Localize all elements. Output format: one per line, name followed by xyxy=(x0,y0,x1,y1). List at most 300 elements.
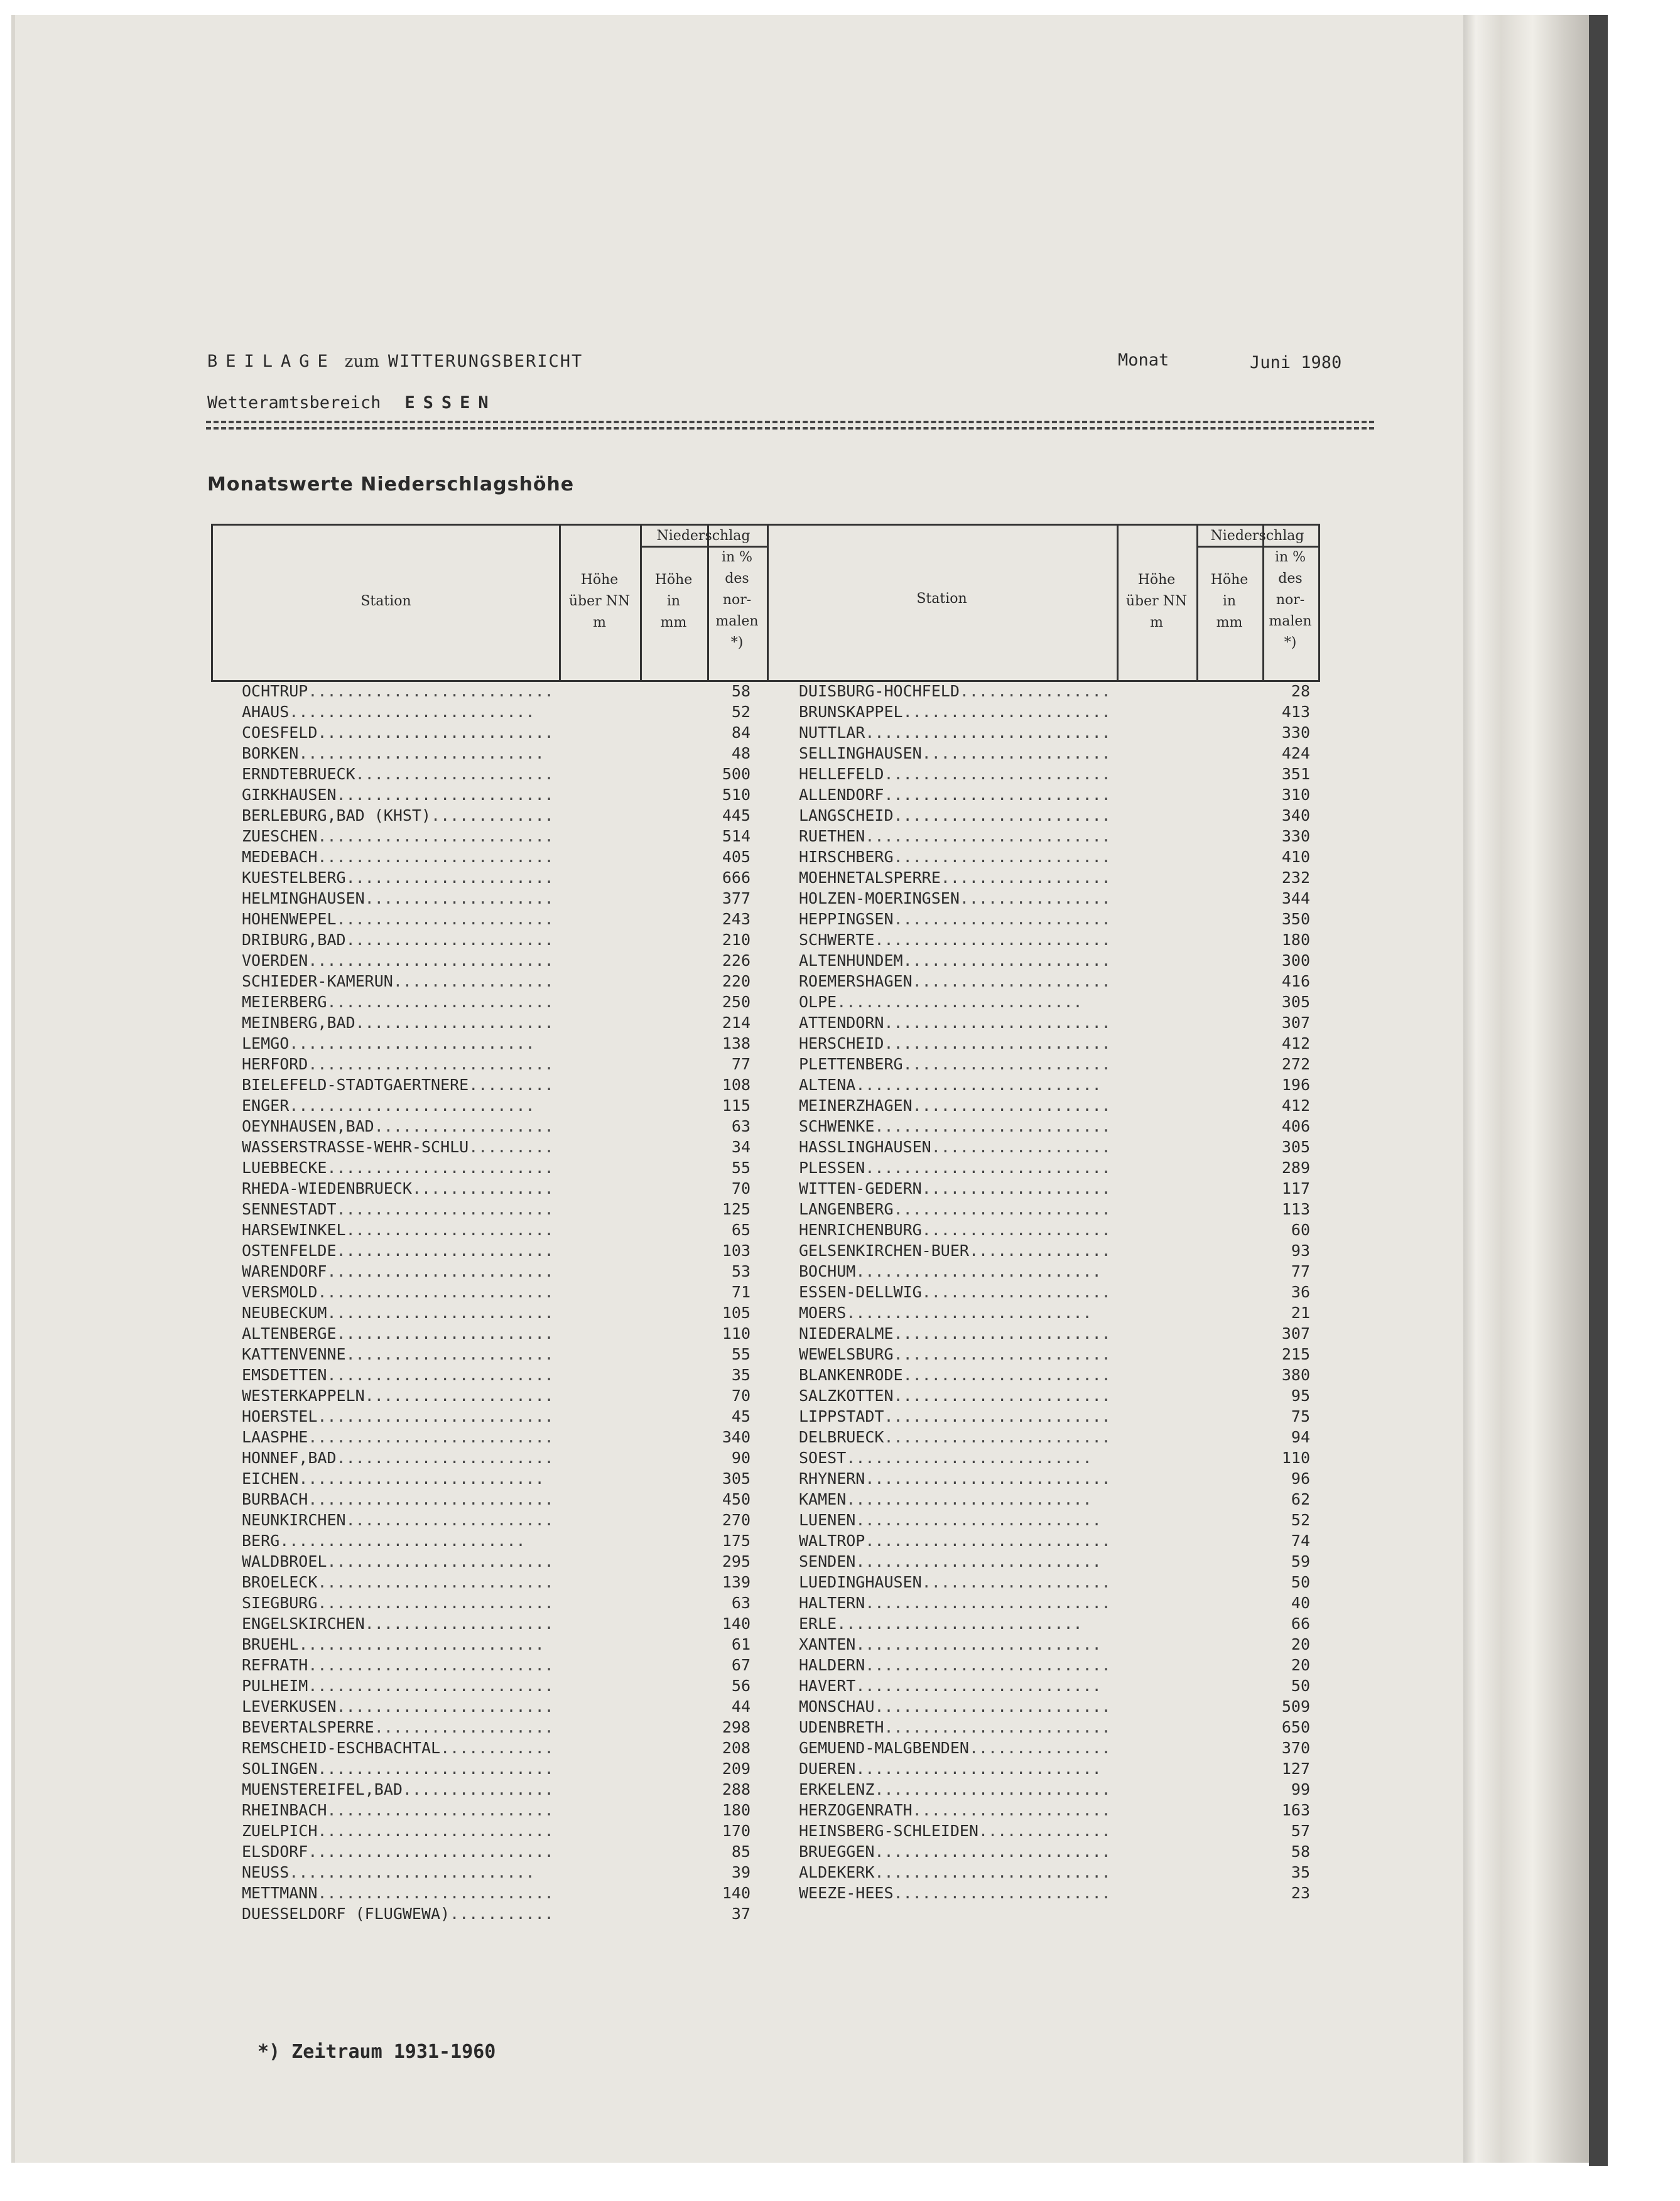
bereich-value: ESSEN xyxy=(404,393,497,413)
station-height: 209 xyxy=(722,1760,751,1778)
station-height: 350 xyxy=(1281,910,1310,928)
table-row xyxy=(242,888,769,909)
station-height: 61 xyxy=(731,1635,751,1653)
station-name: LEMGO ..... xyxy=(242,1033,535,1054)
table-row xyxy=(242,1655,769,1675)
beilage-label: BEILAGE xyxy=(207,352,336,371)
table-row xyxy=(242,1551,769,1572)
station-name: KATTENVENNE ..... xyxy=(242,1344,556,1365)
station-name: HEINSBERG-SCHLEIDEN ..... xyxy=(799,1820,1113,1841)
zum-label: zum xyxy=(344,352,379,371)
table-row xyxy=(799,1717,1326,1738)
table-row xyxy=(242,1779,769,1800)
station-name: HIRSCHBERG ..... xyxy=(799,846,1113,867)
station-height: 48 xyxy=(731,744,751,762)
table-row xyxy=(242,1800,769,1820)
station-name: ELSDORF ..... xyxy=(242,1841,554,1862)
table-row xyxy=(242,1385,769,1406)
station-name: GIRKHAUSEN ..... xyxy=(242,784,556,805)
station-name: EICHEN ..... xyxy=(242,1468,545,1489)
station-height: 28 xyxy=(1291,682,1310,700)
station-height: 514 xyxy=(722,827,751,845)
station-height: 370 xyxy=(1281,1739,1310,1757)
station-name: HELMINGHAUSEN ..... xyxy=(242,888,556,909)
header-text: m xyxy=(1150,615,1163,630)
table-row xyxy=(242,1427,769,1447)
station-height: 140 xyxy=(722,1614,751,1633)
station-name: NUTTLAR ..... xyxy=(799,722,1111,743)
station-height: 35 xyxy=(731,1366,751,1384)
table-row xyxy=(242,909,769,929)
station-height: 37 xyxy=(731,1905,751,1923)
station-height: 180 xyxy=(1281,931,1310,949)
table-row xyxy=(799,1551,1326,1572)
station-name: BRUNSKAPPEL ..... xyxy=(799,701,1113,722)
header-text: nor- xyxy=(722,592,752,608)
table-row xyxy=(242,1841,769,1862)
station-height: 103 xyxy=(722,1241,751,1260)
station-name: BOCHUM ..... xyxy=(799,1261,1102,1282)
station-name: WALTROP ..... xyxy=(799,1530,1111,1551)
station-name: SALZKOTTEN ..... xyxy=(799,1385,1113,1406)
station-name: HAVERT ..... xyxy=(799,1675,1102,1696)
table-row xyxy=(242,1613,769,1634)
station-name: KUESTELBERG ..... xyxy=(242,867,556,888)
station-name: SCHIEDER-KAMERUN ..... xyxy=(242,971,556,992)
station-name: NEUNKIRCHEN ..... xyxy=(242,1510,556,1530)
station-name: XANTEN ..... xyxy=(799,1634,1102,1655)
station-height: 214 xyxy=(722,1014,751,1032)
station-height: 35 xyxy=(1291,1863,1310,1881)
header-text: über NN xyxy=(1125,593,1188,609)
divider-dashes-2 xyxy=(206,427,1374,430)
station-height: 58 xyxy=(731,682,751,700)
table-row xyxy=(799,1758,1326,1779)
header-text: in xyxy=(1222,593,1237,609)
station-name: HERZOGENRATH ..... xyxy=(799,1800,1113,1820)
station-height: 74 xyxy=(1291,1532,1310,1550)
table-row xyxy=(242,784,769,805)
table-row xyxy=(799,1779,1326,1800)
header-text: über NN xyxy=(568,593,631,609)
station-height: 250 xyxy=(722,993,751,1011)
station-name: WEWELSBURG ..... xyxy=(799,1344,1113,1365)
header-hoehe-nn-left xyxy=(559,570,640,634)
table-row xyxy=(799,1427,1326,1447)
station-height: 20 xyxy=(1291,1635,1310,1653)
station-height: 445 xyxy=(722,806,751,825)
table-row xyxy=(799,1323,1326,1344)
table-row xyxy=(799,1696,1326,1717)
station-name: REFRATH ..... xyxy=(242,1655,554,1675)
station-height: 96 xyxy=(1291,1469,1310,1488)
station-name: BERLEBURG,BAD (KHST) ..... xyxy=(242,805,556,826)
station-name: ALTENHUNDEM ..... xyxy=(799,950,1113,971)
station-height: 295 xyxy=(722,1552,751,1571)
table-row xyxy=(242,805,769,826)
header-text: Höhe xyxy=(654,572,693,588)
station-name: RHYNERN ..... xyxy=(799,1468,1111,1489)
monat-label: Monat xyxy=(1118,350,1169,370)
table-row xyxy=(242,764,769,784)
station-name: VERSMOLD ..... xyxy=(242,1282,556,1302)
table-row xyxy=(799,1240,1326,1261)
bericht-label: WITTERUNGSBERICHT xyxy=(387,352,583,371)
header-station-right: Station xyxy=(916,591,967,607)
station-name: HERSCHEID ..... xyxy=(799,1033,1113,1054)
station-name: HOHENWEPEL ..... xyxy=(242,909,556,929)
header-text: *) xyxy=(730,635,744,651)
station-height: 307 xyxy=(1281,1014,1310,1032)
station-height: 232 xyxy=(1281,868,1310,887)
station-height: 113 xyxy=(1281,1200,1310,1218)
table-row xyxy=(799,764,1326,784)
station-name: ERNDTEBRUECK ..... xyxy=(242,764,556,784)
table-row xyxy=(242,701,769,722)
table-row xyxy=(799,1862,1326,1883)
table-row xyxy=(799,805,1326,826)
station-height: 163 xyxy=(1281,1801,1310,1819)
station-height: 139 xyxy=(722,1573,751,1591)
station-height: 377 xyxy=(722,889,751,907)
header-text: in % xyxy=(1274,549,1306,565)
table-row xyxy=(799,1510,1326,1530)
station-name: WEEZE-HEES ..... xyxy=(799,1883,1113,1903)
table-row xyxy=(799,784,1326,805)
station-height: 243 xyxy=(722,910,751,928)
table-row xyxy=(242,1820,769,1841)
table-row xyxy=(799,1675,1326,1696)
station-name: ZUELPICH ..... xyxy=(242,1820,556,1841)
station-name: WASSERSTRASSE-WEHR-SCHLU ..... xyxy=(242,1137,556,1157)
table-row xyxy=(799,1489,1326,1510)
station-height: 67 xyxy=(731,1656,751,1674)
station-name: PLESSEN ..... xyxy=(799,1157,1111,1178)
table-row xyxy=(799,1344,1326,1365)
station-height: 56 xyxy=(731,1677,751,1695)
header-bereich xyxy=(207,393,497,413)
table-row xyxy=(242,1634,769,1655)
station-height: 140 xyxy=(722,1884,751,1902)
station-name: HERFORD ..... xyxy=(242,1054,554,1074)
table-row xyxy=(242,1240,769,1261)
station-height: 23 xyxy=(1291,1884,1310,1902)
header-prozent-right xyxy=(1262,547,1318,654)
table-row xyxy=(242,826,769,846)
station-name: ENGER ..... xyxy=(242,1095,535,1116)
header-niederschlag-left: Niederschlag xyxy=(656,528,751,544)
station-name: PULHEIM ..... xyxy=(242,1675,554,1696)
table-row xyxy=(799,1385,1326,1406)
station-name: MUENSTEREIFEL,BAD ..... xyxy=(242,1779,556,1800)
station-name: ERLE ..... xyxy=(799,1613,1083,1634)
station-height: 90 xyxy=(731,1449,751,1467)
station-height: 57 xyxy=(1291,1822,1310,1840)
table-row xyxy=(242,1323,769,1344)
station-height: 270 xyxy=(722,1511,751,1529)
station-name: LANGSCHEID ..... xyxy=(799,805,1113,826)
station-name: DELBRUECK ..... xyxy=(799,1427,1113,1447)
station-name: ALTENA ..... xyxy=(799,1074,1102,1095)
station-name: METTMANN ..... xyxy=(242,1883,556,1903)
station-name: RHEINBACH ..... xyxy=(242,1800,556,1820)
station-height: 138 xyxy=(722,1034,751,1052)
station-height: 413 xyxy=(1281,703,1310,721)
station-height: 45 xyxy=(731,1407,751,1425)
station-name: LEVERKUSEN ..... xyxy=(242,1696,556,1717)
station-height: 196 xyxy=(1281,1076,1310,1094)
table-row xyxy=(799,950,1326,971)
header-text: des xyxy=(1278,571,1303,587)
station-name: RUETHEN ..... xyxy=(799,826,1111,846)
station-name: UDENBRETH ..... xyxy=(799,1717,1113,1738)
divider-dashes xyxy=(206,421,1374,423)
table-row xyxy=(242,1012,769,1033)
station-name: MEIERBERG ..... xyxy=(242,992,556,1012)
station-height: 105 xyxy=(722,1304,751,1322)
station-name: WARENDORF ..... xyxy=(242,1261,556,1282)
table-row xyxy=(242,1178,769,1199)
station-name: MEINBERG,BAD ..... xyxy=(242,1012,556,1033)
station-height: 63 xyxy=(731,1594,751,1612)
station-height: 94 xyxy=(1291,1428,1310,1446)
station-name: BRUEGGEN ..... xyxy=(799,1841,1113,1862)
table-row xyxy=(242,1447,769,1468)
left-station-list xyxy=(242,681,769,1924)
station-name: DUESSELDORF (FLUGWEWA) ..... xyxy=(242,1903,556,1924)
header-text: nor- xyxy=(1276,592,1305,608)
table-row xyxy=(799,992,1326,1012)
station-height: 63 xyxy=(731,1117,751,1135)
station-height: 208 xyxy=(722,1739,751,1757)
station-name: LAASPHE ..... xyxy=(242,1427,554,1447)
station-height: 424 xyxy=(1281,744,1310,762)
table-row xyxy=(799,1406,1326,1427)
station-name: LUEBBECKE ..... xyxy=(242,1157,556,1178)
station-name: NEUBECKUM ..... xyxy=(242,1302,556,1323)
station-name: ALTENBERGE ..... xyxy=(242,1323,556,1344)
table-row xyxy=(242,1406,769,1427)
table-row xyxy=(242,1095,769,1116)
table-row xyxy=(799,1137,1326,1157)
station-name: PLETTENBERG ..... xyxy=(799,1054,1113,1074)
station-name: WESTERKAPPELN ..... xyxy=(242,1385,556,1406)
station-height: 300 xyxy=(1281,951,1310,970)
station-height: 52 xyxy=(1291,1511,1310,1529)
table-row xyxy=(242,1675,769,1696)
station-name: REMSCHEID-ESCHBACHTAL ..... xyxy=(242,1738,556,1758)
station-height: 125 xyxy=(722,1200,751,1218)
station-name: COESFELD ..... xyxy=(242,722,556,743)
station-name: MEINERZHAGEN ..... xyxy=(799,1095,1113,1116)
station-name: DRIBURG,BAD ..... xyxy=(242,929,556,950)
station-name: HOERSTEL ..... xyxy=(242,1406,556,1427)
table-row xyxy=(799,1447,1326,1468)
station-name: OSTENFELDE ..... xyxy=(242,1240,556,1261)
station-height: 34 xyxy=(731,1138,751,1156)
station-name: WITTEN-GEDERN ..... xyxy=(799,1178,1113,1199)
table-row xyxy=(242,1903,769,1924)
station-name: HOLZEN-MOERINGSEN ..... xyxy=(799,888,1113,909)
station-height: 210 xyxy=(722,931,751,949)
header-text: *) xyxy=(1284,635,1297,651)
table-row xyxy=(242,1530,769,1551)
header-text: in xyxy=(666,593,681,609)
table-row xyxy=(242,1116,769,1137)
station-name: HONNEF,BAD ..... xyxy=(242,1447,556,1468)
station-name: HELLEFELD ..... xyxy=(799,764,1113,784)
station-name: GEMUEND-MALGBENDEN ..... xyxy=(799,1738,1113,1758)
station-height: 85 xyxy=(731,1842,751,1861)
station-height: 298 xyxy=(722,1718,751,1736)
header-text: in % xyxy=(721,549,753,565)
station-name: ALDEKERK ..... xyxy=(799,1862,1113,1883)
station-height: 307 xyxy=(1281,1324,1310,1343)
header-text: m xyxy=(593,615,606,630)
book-spine xyxy=(1463,15,1595,2163)
table-row xyxy=(799,1282,1326,1302)
station-height: 59 xyxy=(1291,1552,1310,1571)
table-row xyxy=(242,743,769,764)
header-hoehe-mm-left xyxy=(640,570,707,634)
table-row xyxy=(799,826,1326,846)
table-row xyxy=(242,1696,769,1717)
station-name: BROELECK ..... xyxy=(242,1572,556,1593)
station-name: ZUESCHEN ..... xyxy=(242,826,556,846)
station-name: SENNESTADT ..... xyxy=(242,1199,556,1219)
table-row xyxy=(799,1095,1326,1116)
table-row xyxy=(242,1074,769,1095)
station-height: 108 xyxy=(722,1076,751,1094)
table-row xyxy=(799,1012,1326,1033)
station-name: BORKEN ..... xyxy=(242,743,545,764)
header-prozent-left xyxy=(707,547,767,654)
table-row xyxy=(242,1199,769,1219)
station-name: BERG ..... xyxy=(242,1530,526,1551)
station-name: ROEMERSHAGEN ..... xyxy=(799,971,1113,992)
header-niederschlag-right: Niederschlag xyxy=(1210,528,1304,544)
header-text: malen xyxy=(1269,614,1312,629)
station-name: SIEGBURG ..... xyxy=(242,1593,556,1613)
table-row xyxy=(799,1178,1326,1199)
station-height: 226 xyxy=(722,951,751,970)
header-text: mm xyxy=(660,615,687,630)
station-height: 60 xyxy=(1291,1221,1310,1239)
station-height: 330 xyxy=(1281,827,1310,845)
station-name: LUENEN ..... xyxy=(799,1510,1102,1530)
station-height: 170 xyxy=(722,1822,751,1840)
station-name: LANGENBERG ..... xyxy=(799,1199,1113,1219)
station-height: 412 xyxy=(1281,1096,1310,1115)
table-row xyxy=(242,1219,769,1240)
station-height: 50 xyxy=(1291,1573,1310,1591)
station-height: 84 xyxy=(731,723,751,742)
station-height: 310 xyxy=(1281,786,1310,804)
station-name: HEPPINGSEN ..... xyxy=(799,909,1113,929)
station-name: BIELEFELD-STADTGAERTNERE ..... xyxy=(242,1074,556,1095)
station-height: 500 xyxy=(722,765,751,783)
station-name: MOEHNETALSPERRE ..... xyxy=(799,867,1113,888)
station-name: RHEDA-WIEDENBRUECK ..... xyxy=(242,1178,556,1199)
table-row xyxy=(242,1468,769,1489)
table-row xyxy=(242,1261,769,1282)
station-height: 115 xyxy=(722,1096,751,1115)
table-row xyxy=(242,722,769,743)
station-height: 55 xyxy=(731,1345,751,1363)
station-name: ATTENDORN ..... xyxy=(799,1012,1113,1033)
table-row xyxy=(242,1033,769,1054)
station-name: GELSENKIRCHEN-BUER ..... xyxy=(799,1240,1113,1261)
table-row xyxy=(799,722,1326,743)
station-height: 55 xyxy=(731,1159,751,1177)
table-row xyxy=(799,1054,1326,1074)
table-row xyxy=(799,929,1326,950)
table-row xyxy=(242,1758,769,1779)
station-height: 305 xyxy=(722,1469,751,1488)
station-height: 110 xyxy=(722,1324,751,1343)
header-station-left: Station xyxy=(360,593,411,609)
station-height: 340 xyxy=(1281,806,1310,825)
station-height: 215 xyxy=(1281,1345,1310,1363)
table-row xyxy=(242,929,769,950)
station-height: 406 xyxy=(1281,1117,1310,1135)
station-height: 305 xyxy=(1281,1138,1310,1156)
station-name: SCHWERTE ..... xyxy=(799,929,1113,950)
header-hoehe-nn-right xyxy=(1117,570,1196,634)
table-row xyxy=(242,950,769,971)
book-edge xyxy=(1589,15,1608,2166)
station-height: 330 xyxy=(1281,723,1310,742)
table-row xyxy=(799,1841,1326,1862)
table-row xyxy=(799,1800,1326,1820)
station-name: WALDBROEL ..... xyxy=(242,1551,556,1572)
table-row xyxy=(799,1738,1326,1758)
station-height: 93 xyxy=(1291,1241,1310,1260)
station-height: 77 xyxy=(1291,1262,1310,1280)
table-row xyxy=(799,1365,1326,1385)
station-height: 71 xyxy=(731,1283,751,1301)
station-name: VOERDEN ..... xyxy=(242,950,554,971)
station-height: 70 xyxy=(731,1179,751,1198)
table-row xyxy=(242,1054,769,1074)
bereich-label: Wetteramtsbereich xyxy=(207,393,381,413)
table-row xyxy=(799,681,1326,701)
station-height: 70 xyxy=(731,1387,751,1405)
table-row xyxy=(799,909,1326,929)
table-row xyxy=(242,1572,769,1593)
table-row xyxy=(799,1530,1326,1551)
station-name: MEDEBACH ..... xyxy=(242,846,556,867)
station-height: 99 xyxy=(1291,1780,1310,1798)
table-row xyxy=(799,1613,1326,1634)
station-name: DUEREN ..... xyxy=(799,1758,1102,1779)
station-height: 289 xyxy=(1281,1159,1310,1177)
station-name: SCHWENKE ..... xyxy=(799,1116,1113,1137)
station-height: 95 xyxy=(1291,1387,1310,1405)
table-row xyxy=(242,1137,769,1157)
station-height: 450 xyxy=(722,1490,751,1508)
table-row xyxy=(799,867,1326,888)
table-row xyxy=(242,1717,769,1738)
station-name: HARSEWINKEL ..... xyxy=(242,1219,556,1240)
station-name: HALDERN ..... xyxy=(799,1655,1111,1675)
station-height: 305 xyxy=(1281,993,1310,1011)
station-name: OCHTRUP ..... xyxy=(242,681,554,701)
station-height: 117 xyxy=(1281,1179,1310,1198)
station-name: OEYNHAUSEN,BAD ..... xyxy=(242,1116,556,1137)
table-row xyxy=(799,1033,1326,1054)
station-name: MONSCHAU ..... xyxy=(799,1696,1113,1717)
